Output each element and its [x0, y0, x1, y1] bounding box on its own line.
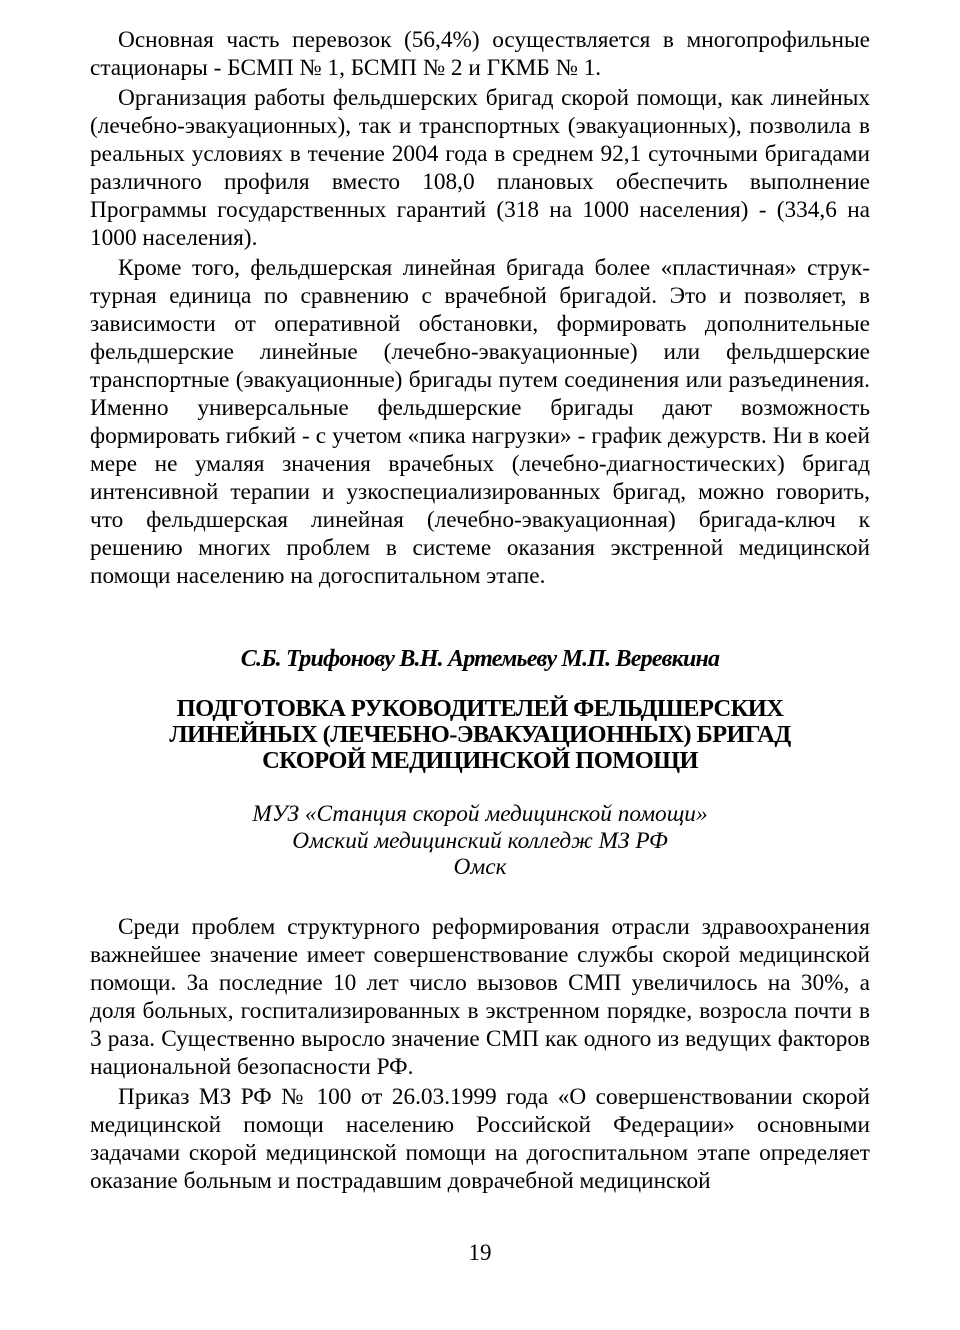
article-authors: С.Б. Трифонову В.Н. Артемьеву М.П. Веревкина — [240, 646, 720, 672]
article-title-line: ПОДГОТОВКА РУКОВОДИТЕЛЕЙ ФЕЛЬДШЕРСКИХ — [176, 695, 784, 722]
affiliation-line: Омск — [453, 854, 507, 880]
affiliation-line: МУЗ «Станция скорой медицинской помощи» — [252, 801, 708, 827]
article-affiliation — [90, 801, 870, 881]
page-content — [90, 26, 870, 1197]
page-number: 19 — [468, 1240, 492, 1265]
paragraph-order-100: Приказ МЗ РФ № 100 от 26.03.1999 года «О совершенствовании скорой медицинской помощи населению Российской Федерации» основными задачами скорой медицинской помощи на догоспитальном этапе определяет оказание больным и пострадавшим доврачебной медицинской — [90, 1083, 870, 1194]
paragraph-transport-share: Основная часть перевозок (56,4%) осуществляется в многопрофильные стационары - БСМП № 1, БСМП № 2 и ГКМБ № 1. — [90, 27, 870, 81]
paragraph-reform-problems: Среди проблем структурного реформирования отрасли здравоохранения важнейшее значение имеет совершенствование службы скорой медицинской помощи. За последние 10 лет число вызовов СМП увеличилось на 30%, а доля больных, госпитализированных в экстренном порядке, возросла почти в 3 раза. Существенно выросло значение СМП как одного из ведущих факторов национальной безопасности РФ. — [90, 913, 870, 1080]
affiliation-line: Омский медицинский колледж МЗ РФ — [292, 827, 668, 854]
article-title — [90, 696, 870, 774]
paragraph-brigade-organization: Организация работы фельдшерских бригад скорой помощи, как линейных (лечебно-эвакуационных), так и транспортных (эвакуационных), позволила в реальных условиях в течение 2004 года в среднем 92,1 суточными бригадами различного профиля вместо 108,0 плановых обеспечить выполнение Программы государственных гарантий (318 на 1000 населения) - (334,6 на 1000 населения). — [90, 85, 870, 251]
article-title-line: СКОРОЙ МЕДИЦИНСКОЙ ПОМОЩИ — [262, 747, 698, 774]
article-body — [90, 913, 870, 1195]
paragraph-paramedic-brigade: Кроме того, фельдшерская линейная бригада более «пластичная» структурная единица по сравнению с врачебной бригадой. Это и позволяет, в зависимости от оперативной обстановки, формировать дополнительные фельдшерские линейные (лечебно-эвакуационные) или фельдшерские транспортные (эвакуационные) бригады путем соединения или разъединения. Именно универсальные фельдшерские бригады дают возможность формировать гибкий - с учетом «пика нагрузки» - график дежурств. Ни в коей мере не умаляя значения врачебных (лечебно-диагностических) бригад интенсивной терапии и узкоспециализированных бригад, можно говорить, что фельдшерская линейная (лечебно-эвакуационная) бригада-ключ к решению многих проблем в системе оказания экстренной медицинской помощи населению на догоспитальном этапе. — [90, 255, 870, 589]
article-title-line: ЛИНЕЙНЫХ (ЛЕЧЕБНО-ЭВАКУАЦИОННЫХ) БРИГАД — [169, 721, 791, 748]
